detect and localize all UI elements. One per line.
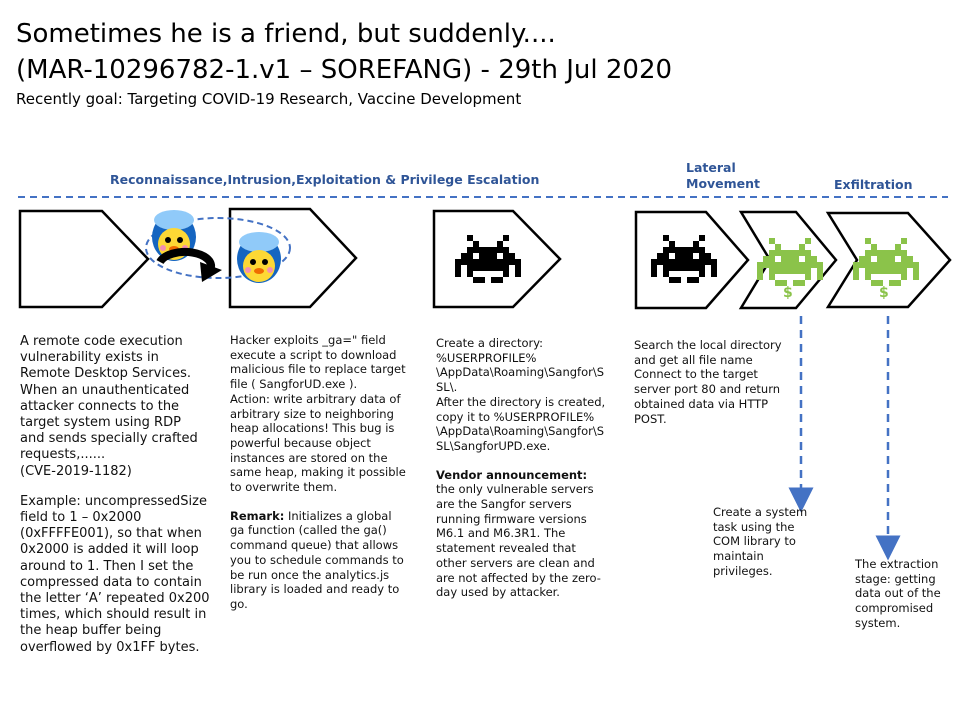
col3-paragraph-1: Create a directory: %USERPROFILE% \AppData\Roaming\Sangfor\S SL\. After the directory is created, copy it to %USERPROFILE% \AppData\Roaming\Sangfor\S SL\SangforUPD.exe. [436,336,606,453]
note-persistence-text: Create a system task using the COM library to maintain privileges. [713,505,808,578]
note-extraction-text: The extraction stage: getting data out of the compromised system. [855,557,941,630]
col2-description [230,333,430,612]
mascot-icon-2 [237,232,281,283]
col1-description [20,334,225,656]
col1-paragraph-1: A remote code execution vulnerability exists in Remote Desktop Services. When an unauthenticated attacker connects to the target system using RDP and sends specially crafted requests,...... (CVE-2019-1182) [20,334,198,479]
currency-icon-1: $ [783,285,793,301]
subtitle: Recently goal: Targeting COVID-19 Research, Vaccine Development [16,90,522,108]
currency-icon-2: $ [879,285,889,301]
col4-description [634,338,794,426]
stage-label-exfil: Exfiltration [834,177,913,192]
col2-remark-text: Initializes a global ga function (called the ga() command queue) that allows you to schedule commands to be run once the analytics.js library is loaded and ready to go. [230,508,404,611]
col3-vendor [436,468,636,600]
col2-paragraph-1: Hacker exploits _ga=" field execute a script to download malicious file to replace target file ( SangforUD.exe ). Action: write arbitrary data of arbitrary size to neighboring heap allocations! This bug is powerful because object instances are stored on the same heap, making it possible to overwrite them. [230,333,406,495]
stage-label-recon: Reconnaissance,Intrusion,Exploitation & Privilege Escalation [110,172,540,187]
chevron-stage-1 [20,211,148,307]
note-extraction [855,557,955,631]
col3-vendor-label: Vendor announcement: [436,467,588,482]
col2-remark [230,509,430,612]
rotation-arrow-icon [160,252,222,282]
col3-description [436,336,636,600]
col3-vendor-text: the only vulnerable servers are the Sangfor servers running firmware versions M6.1 and M6.3R1. The statement revealed that other servers are clean and are not affected by the zero- day used by attacker. [436,482,601,600]
col1-paragraph-2: Example: uncompressedSize field to 1 – 0x2000 (0xFFFFE001), so that when 0x2000 is added it will loop around to 1. Then I set the compressed data to contain the letter ‘A’ repeated 0x200 times, which should result in the heap buffer being overflowed by 0x1FF bytes. [20,493,210,655]
col4-paragraph-1: Search the local directory and get all file name Connect to the target server port 80 and return obtained data via HTTP POST. [634,338,782,426]
stage-label-lateral: Lateral Movement [686,160,761,191]
col2-remark-label: Remark: [230,508,285,523]
title-line-2: (MAR-10296782-1.v1 – SOREFANG) - 29th Jul 2020 [16,55,673,85]
note-persistence [713,505,823,579]
title-line-1: Sometimes he is a friend, but suddenly.... [16,19,556,49]
